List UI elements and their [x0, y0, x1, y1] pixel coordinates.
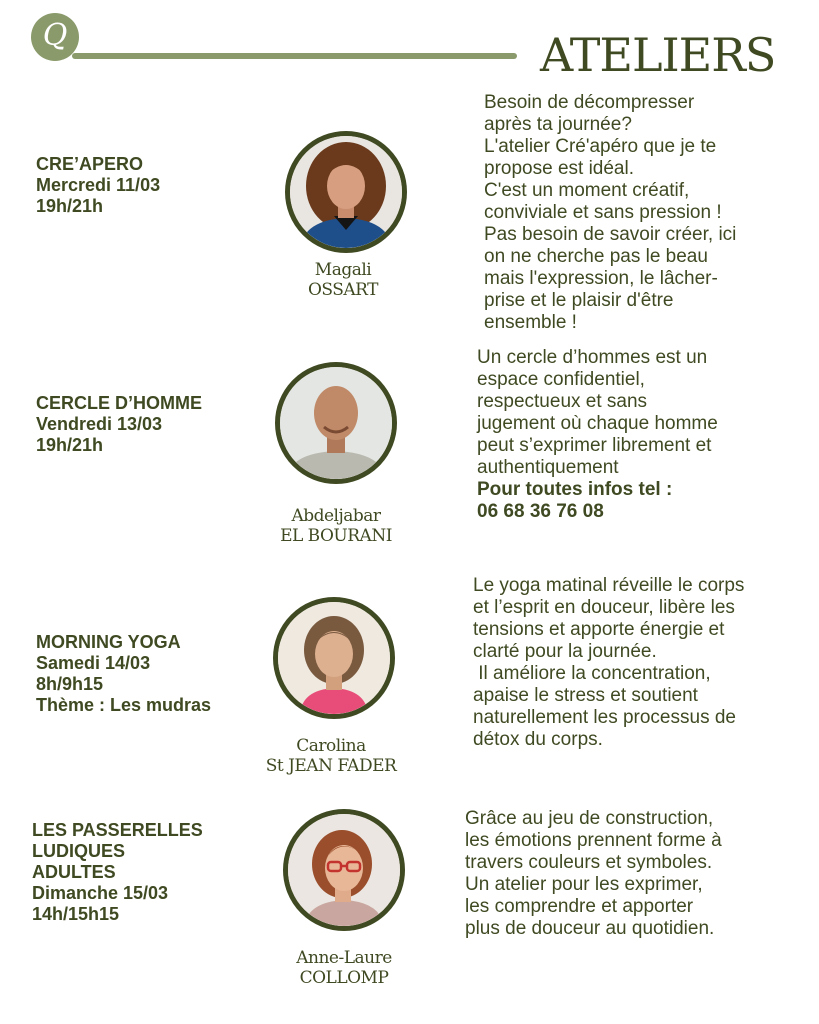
host-last-name: EL BOURANI — [280, 526, 392, 546]
workshop-title: CERCLE D’HOMME — [36, 393, 202, 413]
workshop-time: 19h/21h — [36, 435, 104, 455]
workshop-date: Vendredi 13/03 — [36, 414, 163, 434]
workshop-title: CRE’APERO — [36, 154, 144, 174]
workshop-description: Besoin de décompresser après ta journée? L'atelier Cré'apéro que je te propose est idéal. C'est un moment créatif, conviviale et sans pression ! Pas besoin de savoir créer, ici on ne cherche pas le beau mais l'expression, le lâcher- prise et le plaisir d'être ensemble ! — [484, 92, 737, 333]
workshop-description: Le yoga matinal réveille le corps et l’esprit en douceur, libère les tensions et apporte énergie et clarté pour la journée. Il améliore la concentration, apaise le stress et soutient naturellement les processus de détox du corps. — [473, 575, 745, 750]
contact-label: Pour toutes infos tel : — [477, 479, 673, 500]
workshop-time: 19h/21h — [36, 196, 104, 216]
host-first-name: Abdeljabar — [291, 506, 381, 526]
workshop-theme: Thème : Les mudras — [36, 695, 212, 715]
host-first-name: Magali — [314, 260, 372, 280]
workshop-date: Mercredi 11/03 — [36, 175, 161, 195]
host-photo — [283, 809, 405, 931]
workshop-title: MORNING YOGA — [36, 632, 181, 652]
host-last-name: COLLOMP — [299, 968, 389, 988]
host-photo — [275, 362, 397, 484]
workshop-description: Un cercle d’hommes est un espace confidentiel, respectueux et sans jugement où chaque homme peut s’exprimer librement et authentiquement Pour toutes infos tel : 06 68 36 76 08 — [477, 347, 718, 522]
host-first-name: Carolina — [296, 736, 366, 756]
workshop-title: LES PASSERELLES — [32, 820, 203, 840]
host-photo — [285, 131, 407, 253]
workshop-title-line2: LUDIQUES — [32, 841, 126, 861]
workshop-time: 14h/15h15 — [32, 904, 120, 924]
host-photo — [273, 597, 395, 719]
host-name — [263, 736, 399, 776]
header-divider — [72, 53, 517, 59]
contact-phone: 06 68 36 76 08 — [477, 501, 604, 522]
workshop-info — [32, 820, 203, 925]
logo-letter: Q — [42, 18, 68, 53]
workshop-info — [36, 154, 160, 217]
workshop-info — [36, 632, 211, 716]
host-name — [268, 506, 404, 546]
workshop-description: Grâce au jeu de construction, les émotions prennent forme à travers couleurs et symboles. Un atelier pour les exprimer, les comprendre et apporter plus de douceur au quotidien. — [465, 808, 722, 939]
host-last-name: St JEAN FADER — [265, 756, 397, 776]
page-title: ATELIERS — [540, 28, 776, 82]
host-name — [276, 948, 412, 988]
workshop-info — [36, 393, 202, 456]
host-last-name: OSSART — [307, 280, 379, 300]
workshop-date: Dimanche 15/03 — [32, 883, 169, 903]
workshop-time: 8h/9h15 — [36, 674, 104, 694]
host-first-name: Anne-Laure — [296, 948, 392, 968]
workshop-date: Samedi 14/03 — [36, 653, 151, 673]
workshop-title-line3: ADULTES — [32, 862, 116, 882]
host-name — [288, 260, 398, 300]
